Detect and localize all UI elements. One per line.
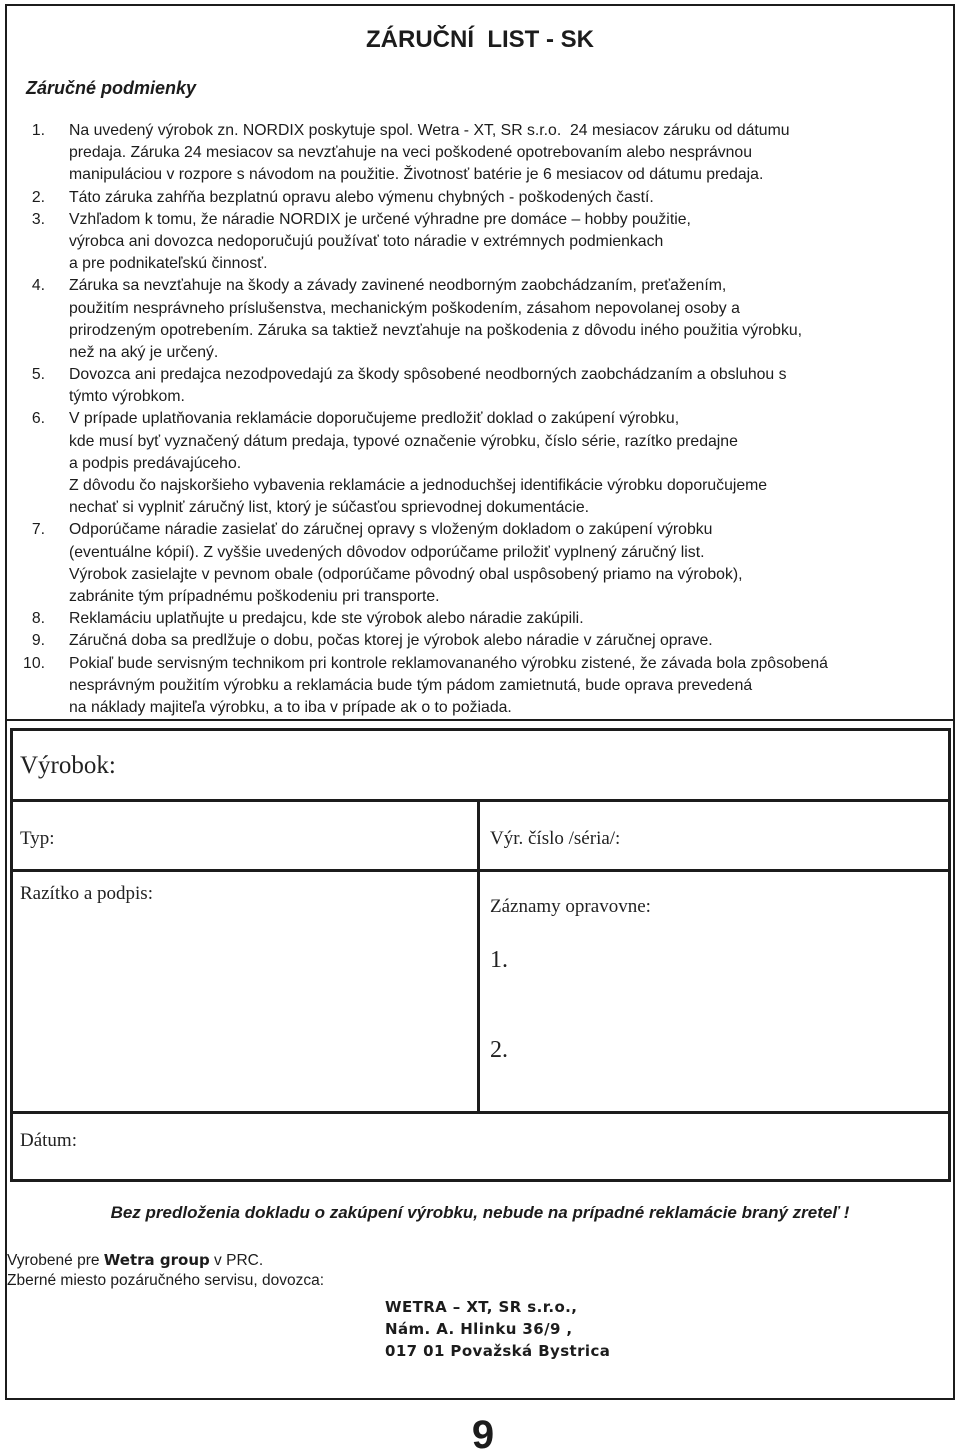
repair-record-2: 2. <box>490 1037 508 1063</box>
condition-10 <box>0 653 960 720</box>
condition-line: týmto výrobkom. <box>69 388 185 406</box>
made-suffix: v PRC. <box>209 1252 264 1269</box>
condition-number: 2. <box>31 188 45 206</box>
made-prefix: Vyrobené pre <box>7 1252 104 1269</box>
condition-7 <box>0 519 960 608</box>
condition-2 <box>0 187 960 209</box>
condition-line: Pokiaľ bude servisným technikom pri kontrole reklamovananého výrobku zistené, že závada bola zpôsobená <box>69 654 828 672</box>
condition-number: 3. <box>31 210 45 228</box>
condition-line: zabránite tým prípadnému poškodeniu pri transporte. <box>69 587 440 605</box>
repair-record-1: 1. <box>490 947 508 973</box>
condition-line: prirodzeným opotrebením. Záruka sa taktiež nevzťahuje na poškodenia z dôvodu iného použitia výrobku, <box>69 321 803 339</box>
condition-line: Odporúčame náradie zasielať do záručnej opravy s vloženým dokladom o zakúpení výrobku <box>69 521 713 539</box>
condition-line: nechať si vyplniť záručný list, ktorý je súčasťou sprievodnej dokumentácie. <box>69 499 590 517</box>
section-title: Záručné podmienky <box>26 78 197 98</box>
serial-label: Výr. číslo /séria/: <box>490 828 621 849</box>
address-line: WETRA – XT, SR s.r.o., <box>385 1298 578 1316</box>
product-label: Výrobok: <box>20 752 116 779</box>
condition-line: Dovozca ani predajca nezodpovedajú za škody spôsobené neodborných zaobchádzaním a obsluhou s <box>69 366 787 384</box>
condition-line: a pre podnikateľskú činnosť. <box>69 255 268 273</box>
stamp-signature-label: Razítko a podpis: <box>20 883 153 904</box>
condition-line: Z dôvodu čo najskoršieho vybavenia reklamácie a jednoduchšej identifikácie výrobku doporučujeme <box>69 477 768 494</box>
condition-line: než na aký je určený. <box>69 343 219 361</box>
condition-5 <box>0 364 960 408</box>
condition-line: Reklamáciu uplatňujte u predajcu, kde ste výrobok alebo náradie zakúpili. <box>69 610 584 628</box>
notice-text: Bez predloženia dokladu o zakúpení výrobku, nebude na prípadné reklamácie braný zreteľ ! <box>110 1203 850 1222</box>
condition-line: a podpis predávajúceho. <box>69 454 242 472</box>
address-line: 017 01 Považská Bystrica <box>385 1342 611 1360</box>
condition-number: 5. <box>31 366 45 384</box>
warranty-form <box>10 728 951 1182</box>
condition-line: Záručná doba sa predlžuje o dobu, počas ktorej je výrobok alebo náradie v záručnej oprave. <box>69 632 713 650</box>
condition-4 <box>0 275 960 364</box>
manufacturer-line <box>7 1250 263 1271</box>
condition-8 <box>0 608 960 630</box>
page-title: ZÁRUČNÍ LIST - SK <box>366 26 594 53</box>
conditions-list <box>0 120 960 719</box>
date-label: Dátum: <box>20 1130 77 1151</box>
form-divider <box>13 869 948 872</box>
condition-line: predaja. Záruka 24 mesiacov sa nevzťahuje na veci poškodené opotrebovaním alebo nesprávnou <box>69 144 752 162</box>
condition-line: Vzhľadom k tomu, že náradie NORDIX je určené výhradne pre domáce – hobby použitie, <box>69 210 691 228</box>
condition-line: Výrobok zasielajte v pevnom obale (odporúčame pôvodný obal uspôsobený priamo na výrobok), <box>69 565 743 583</box>
condition-9 <box>0 630 960 652</box>
condition-1 <box>0 120 960 187</box>
condition-line: výrobca ani dovozca nedoporučujú používať toto náradie v extrémnych podmienkach <box>69 232 664 250</box>
condition-line: Na uvedený výrobok zn. NORDIX poskytuje spol. Wetra - XT, SR s.r.o. 24 mesiacov záruku od dátumu <box>69 122 790 139</box>
condition-number: 4. <box>31 277 45 295</box>
condition-6 <box>0 408 960 519</box>
condition-number: 10. <box>23 654 45 672</box>
service-label: Zberné miesto pozáručného servisu, dovozca: <box>7 1272 325 1289</box>
form-divider <box>13 1111 948 1114</box>
repairs-label: Záznamy opravovne: <box>490 896 651 917</box>
condition-number: 1. <box>31 122 45 139</box>
type-label: Typ: <box>20 828 55 849</box>
brand-name: Wetra group <box>103 1251 210 1269</box>
condition-line: V prípade uplatňovania reklamácie doporučujeme predložiť doklad o zakúpení výrobku, <box>69 410 680 428</box>
condition-line: (eventuálne kópií). Z vyššie uvedených dôvodov odporúčame priložiť vyplnený záručný list. <box>69 543 705 561</box>
condition-line: Táto záruka zahŕňa bezplatnú opravu alebo výmenu chybných - poškodených častí. <box>69 188 654 206</box>
condition-line: použitím nesprávneho príslušenstva, mechanickým poškodením, zásahom nepovolanej osoby a <box>69 299 740 317</box>
condition-line: manipuláciou v rozpore s návodom na použitie. Životnosť batérie je 6 mesiacov od dátumu predaja. <box>69 166 764 184</box>
address-line: Nám. A. Hlinku 36/9 , <box>385 1320 573 1338</box>
page-number: 9 <box>471 1413 495 1455</box>
condition-line: Záruka sa nevzťahuje na škody a závady zavinené neodborným zaobchádzaním, preťažením, <box>69 277 727 295</box>
condition-number: 8. <box>31 610 45 628</box>
form-column-divider <box>477 799 480 1113</box>
condition-number: 6. <box>31 410 45 428</box>
condition-number: 9. <box>31 632 45 650</box>
form-divider <box>13 799 948 802</box>
conditions-divider <box>5 719 955 721</box>
condition-line: kde musí byť vyznačený dátum predaja, typové označenie výrobku, číslo série, razítko predajne <box>69 432 738 450</box>
condition-3 <box>0 209 960 276</box>
condition-line: na náklady majiteľa výrobku, a to iba v prípade ak o to požiada. <box>69 698 512 716</box>
condition-number: 7. <box>31 521 45 539</box>
condition-line: nesprávným použitím výrobku a reklamácia bude tým pádom zamietnutá, bude oprava prevedená <box>69 676 753 694</box>
